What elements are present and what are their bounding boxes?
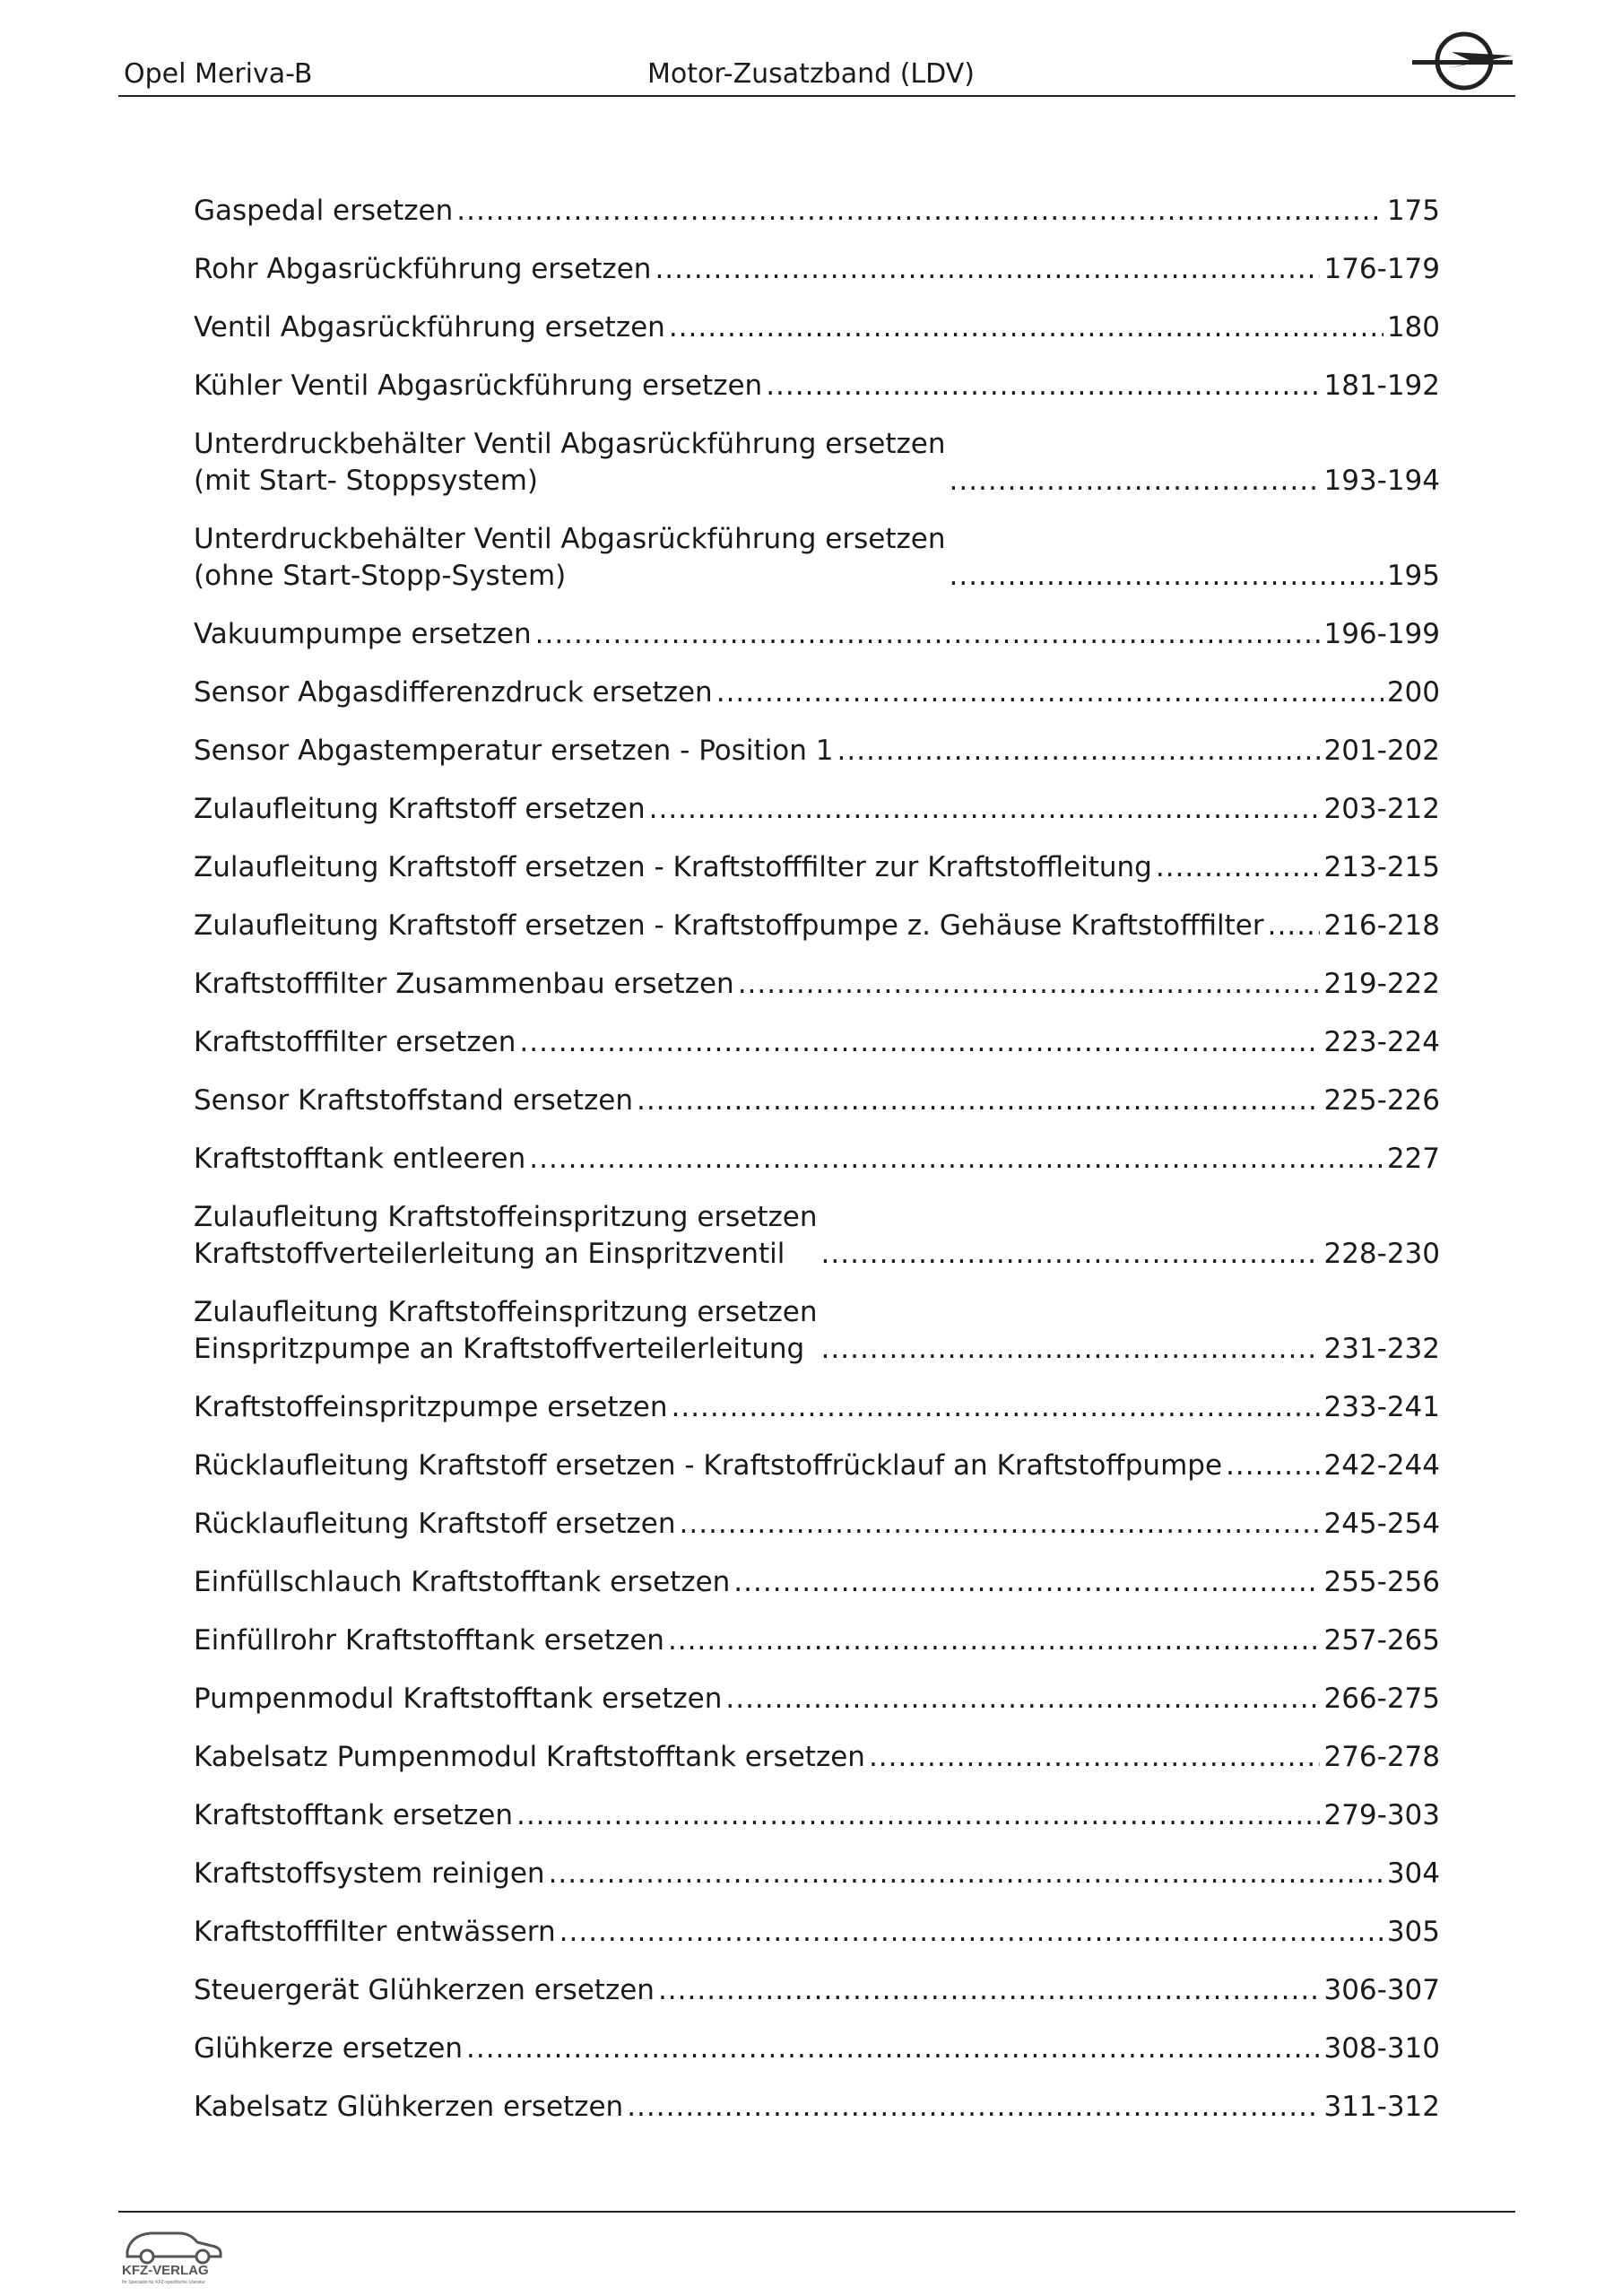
toc-entry[interactable] xyxy=(194,1564,1440,1601)
toc-entry-page: 231-232 xyxy=(1323,1333,1440,1365)
toc-leader-dots xyxy=(821,1236,1321,1273)
toc-entry-title xyxy=(194,2031,463,2067)
toc-entry-page: 225-226 xyxy=(1323,1084,1440,1117)
toc-entry-page: 308-310 xyxy=(1323,2032,1440,2065)
toc-leader-dots xyxy=(456,193,1383,230)
toc-leader-dots xyxy=(669,309,1383,346)
toc-entry[interactable] xyxy=(194,616,1440,653)
toc-entry-title-line2: (ohne Start-Stopp-System) xyxy=(194,560,567,592)
toc-entry[interactable] xyxy=(194,309,1440,346)
toc-entry-title xyxy=(194,1448,1222,1484)
toc-leader-dots xyxy=(668,1622,1321,1659)
toc-entry-page: 304 xyxy=(1386,1857,1440,1890)
toc-entry-title-line2: Einfüllrohr Kraftstofftank ersetzen xyxy=(194,1624,664,1657)
toc-entry-page: 200 xyxy=(1386,676,1440,709)
toc-entry[interactable] xyxy=(194,1797,1440,1834)
toc-leader-dots xyxy=(949,558,1383,595)
toc-entry-title-line1: Zulaufleitung Kraftstoffeinspritzung ersetzen xyxy=(194,1201,818,1233)
toc-leader-dots xyxy=(725,1681,1320,1718)
toc-entry-title xyxy=(194,1506,676,1543)
toc-entry-title-line2: Rücklaufleitung Kraftstoff ersetzen xyxy=(194,1508,676,1540)
toc-entry[interactable] xyxy=(194,193,1440,230)
toc-entry-page: 311-312 xyxy=(1323,2091,1440,2123)
toc-entry-page: 193-194 xyxy=(1323,465,1440,497)
svg-text:KFZ-VERLAG: KFZ-VERLAG xyxy=(122,2263,209,2278)
toc-entry-title-line2: Kraftstoffsystem reinigen xyxy=(194,1857,545,1890)
toc-entry-title-line2: Ventil Abgasrückführung ersetzen xyxy=(194,311,665,344)
toc-leader-dots xyxy=(1156,849,1321,886)
toc-entry-page: 257-265 xyxy=(1323,1624,1440,1657)
toc-leader-dots xyxy=(549,1856,1383,1892)
toc-entry-page: 223-224 xyxy=(1323,1026,1440,1058)
toc-entry-page: 181-192 xyxy=(1323,370,1440,402)
toc-entry-title-line1: Zulaufleitung Kraftstoffeinspritzung ersetzen xyxy=(194,1296,818,1328)
toc-entry[interactable] xyxy=(194,1681,1440,1718)
toc-entry-title xyxy=(194,193,453,230)
toc-entry-title xyxy=(194,1141,525,1178)
toc-leader-dots xyxy=(559,1914,1383,1951)
page-header xyxy=(118,56,1515,97)
toc-leader-dots xyxy=(655,251,1320,288)
toc-entry-title xyxy=(194,1856,545,1892)
toc-entry[interactable] xyxy=(194,368,1440,404)
toc-entry[interactable] xyxy=(194,791,1440,828)
toc-entry-title xyxy=(194,2089,623,2126)
toc-entry-title-line2: Steuergerät Glühkerzen ersetzen xyxy=(194,1974,655,2006)
toc-entry-title xyxy=(194,1294,818,1368)
toc-entry-title xyxy=(194,733,834,770)
toc-leader-dots xyxy=(821,1331,1321,1368)
toc-leader-dots xyxy=(680,1506,1321,1543)
toc-entry[interactable] xyxy=(194,251,1440,288)
toc-leader-dots xyxy=(519,1024,1320,1061)
toc-entry-title xyxy=(194,1024,516,1061)
toc-entry[interactable] xyxy=(194,1739,1440,1776)
toc-entry[interactable] xyxy=(194,849,1440,886)
toc-entry[interactable] xyxy=(194,521,1440,595)
toc-leader-dots xyxy=(837,733,1321,770)
toc-entry-title-line2: Kabelsatz Pumpenmodul Kraftstofftank ersetzen xyxy=(194,1741,865,1773)
toc-entry-title xyxy=(194,1199,818,1273)
toc-entry-page: 213-215 xyxy=(1323,851,1440,883)
toc-entry-title-line2: Gaspedal ersetzen xyxy=(194,195,454,227)
toc-leader-dots xyxy=(1268,908,1321,944)
toc-leader-dots xyxy=(671,1389,1320,1426)
toc-entry-title-line2: Kraftstoffeinspritzpumpe ersetzen xyxy=(194,1391,668,1423)
toc-leader-dots xyxy=(733,1564,1320,1601)
toc-entry[interactable] xyxy=(194,2031,1440,2067)
toc-entry-page: 176-179 xyxy=(1323,253,1440,285)
toc-entry-title xyxy=(194,1622,664,1659)
toc-entry-title-line1: Unterdruckbehälter Ventil Abgasrückführung ersetzen xyxy=(194,428,946,460)
toc-entry-title-line2: Einfüllschlauch Kraftstofftank ersetzen xyxy=(194,1566,731,1598)
toc-entry-title xyxy=(194,1083,633,1119)
toc-entry-title xyxy=(194,674,713,711)
opel-logo-icon xyxy=(1412,27,1515,94)
toc-entry-title-line2: Rohr Abgasrückführung ersetzen xyxy=(194,253,652,285)
toc-entry-title-line2: Kraftstofftank ersetzen xyxy=(194,1799,514,1831)
toc-entry-title-line2: Einspritzpumpe an Kraftstoffverteilerleitung xyxy=(194,1333,805,1365)
toc-entry[interactable] xyxy=(194,1856,1440,1892)
toc-entry-title-line2: Sensor Abgasdifferenzdruck ersetzen xyxy=(194,676,713,709)
toc-entry-title-line2: Pumpenmodul Kraftstofftank ersetzen xyxy=(194,1683,723,1715)
toc-entry-title-line2: Sensor Kraftstoffstand ersetzen xyxy=(194,1084,634,1117)
toc-leader-dots xyxy=(1226,1448,1320,1484)
toc-entry-title-line2: Zulaufleitung Kraftstoff ersetzen xyxy=(194,793,646,825)
table-of-contents xyxy=(194,193,1440,2147)
header-model: Opel Meriva-B xyxy=(124,58,313,90)
toc-entry-title-line2: Zulaufleitung Kraftstoff ersetzen - Kraftstoffpumpe z. Gehäuse Kraftstofffilter xyxy=(194,909,1264,942)
toc-entry-title-line2: Sensor Abgastemperatur ersetzen - Position 1 xyxy=(194,735,834,767)
toc-entry[interactable] xyxy=(194,674,1440,711)
toc-entry[interactable] xyxy=(194,1506,1440,1543)
toc-entry-title xyxy=(194,791,646,828)
toc-entry-page: 196-199 xyxy=(1323,618,1440,650)
footer-divider xyxy=(118,2211,1515,2213)
toc-entry-title-line2: Kabelsatz Glühkerzen ersetzen xyxy=(194,2091,624,2123)
toc-leader-dots xyxy=(766,368,1320,404)
toc-leader-dots xyxy=(949,463,1320,500)
toc-entry-title xyxy=(194,1564,730,1601)
toc-entry-title xyxy=(194,908,1264,944)
toc-entry-page: 201-202 xyxy=(1323,735,1440,767)
toc-entry[interactable] xyxy=(194,1024,1440,1061)
toc-entry[interactable] xyxy=(194,426,1440,500)
toc-entry-title-line1: Unterdruckbehälter Ventil Abgasrückführung ersetzen xyxy=(194,523,946,555)
toc-leader-dots xyxy=(658,1972,1321,2009)
toc-leader-dots xyxy=(627,2089,1320,2126)
toc-entry[interactable] xyxy=(194,733,1440,770)
toc-entry-page: 279-303 xyxy=(1323,1799,1440,1831)
toc-leader-dots xyxy=(529,1141,1383,1178)
toc-entry[interactable] xyxy=(194,2089,1440,2126)
toc-entry-title-line2: Glühkerze ersetzen xyxy=(194,2032,463,2065)
toc-leader-dots xyxy=(649,791,1321,828)
toc-entry-page: 180 xyxy=(1386,311,1440,344)
toc-entry-page: 227 xyxy=(1386,1143,1440,1175)
toc-entry-page: 228-230 xyxy=(1323,1238,1440,1270)
toc-leader-dots xyxy=(716,674,1383,711)
toc-entry-title xyxy=(194,1914,556,1951)
toc-entry[interactable] xyxy=(194,1083,1440,1119)
toc-entry-page: 242-244 xyxy=(1323,1449,1440,1482)
toc-entry[interactable] xyxy=(194,1389,1440,1426)
toc-entry[interactable] xyxy=(194,908,1440,944)
toc-entry[interactable] xyxy=(194,1622,1440,1659)
toc-entry-page: 195 xyxy=(1386,560,1440,592)
kfz-verlag-logo xyxy=(115,2215,240,2287)
toc-entry-title-line2: Kraftstofftank entleeren xyxy=(194,1143,526,1175)
toc-entry[interactable] xyxy=(194,1199,1440,1273)
toc-entry-title-line2: Vakuumpumpe ersetzen xyxy=(194,618,532,650)
toc-entry-page: 175 xyxy=(1386,195,1440,227)
toc-entry-title-line2: Kühler Ventil Abgasrückführung ersetzen xyxy=(194,370,763,402)
toc-entry-title-line2: Kraftstofffilter entwässern xyxy=(194,1916,556,1948)
toc-entry-page: 216-218 xyxy=(1323,909,1440,942)
toc-entry-page: 245-254 xyxy=(1323,1508,1440,1540)
toc-entry-page: 203-212 xyxy=(1323,793,1440,825)
toc-leader-dots xyxy=(516,1797,1320,1834)
svg-text:Ihr Spezialist für KFZ-spezifi: Ihr Spezialist für KFZ-spezifische Literatur xyxy=(122,2280,205,2285)
toc-entry-title xyxy=(194,1681,722,1718)
toc-entry-title xyxy=(194,521,945,595)
toc-leader-dots xyxy=(637,1083,1320,1119)
toc-entry-title xyxy=(194,1739,865,1776)
toc-entry-page: 266-275 xyxy=(1323,1683,1440,1715)
toc-entry-title xyxy=(194,251,651,288)
toc-entry-title-line2: (mit Start- Stoppsystem) xyxy=(194,465,539,497)
toc-entry-page: 233-241 xyxy=(1323,1391,1440,1423)
toc-entry-page: 306-307 xyxy=(1323,1974,1440,2006)
toc-leader-dots xyxy=(869,1739,1321,1776)
header-title: Motor-Zusatzband (LDV) xyxy=(647,58,975,90)
toc-entry-page: 255-256 xyxy=(1323,1566,1440,1598)
toc-entry-title-line2: Zulaufleitung Kraftstoff ersetzen - Kraftstofffilter zur Kraftstoffleitung xyxy=(194,851,1152,883)
toc-entry-title xyxy=(194,368,762,404)
toc-entry-title xyxy=(194,426,945,500)
toc-entry-page: 219-222 xyxy=(1323,968,1440,1000)
toc-entry-title xyxy=(194,309,665,346)
toc-entry[interactable] xyxy=(194,1448,1440,1484)
toc-entry[interactable] xyxy=(194,1972,1440,2009)
toc-entry-title xyxy=(194,616,532,653)
toc-leader-dots xyxy=(738,966,1321,1003)
toc-entry[interactable] xyxy=(194,966,1440,1003)
toc-entry[interactable] xyxy=(194,1141,1440,1178)
toc-entry-title xyxy=(194,849,1152,886)
toc-entry[interactable] xyxy=(194,1914,1440,1951)
toc-entry-title-line2: Kraftstoffverteilerleitung an Einspritzventil xyxy=(194,1238,785,1270)
toc-entry-page: 276-278 xyxy=(1323,1741,1440,1773)
toc-entry-title-line2: Kraftstofffilter ersetzen xyxy=(194,1026,516,1058)
toc-entry-title xyxy=(194,1797,513,1834)
toc-entry-title xyxy=(194,966,734,1003)
toc-entry-title xyxy=(194,1972,655,2009)
toc-entry-title xyxy=(194,1389,667,1426)
toc-leader-dots xyxy=(535,616,1321,653)
toc-leader-dots xyxy=(466,2031,1320,2067)
toc-entry-title-line2: Rücklaufleitung Kraftstoff ersetzen - Kraftstoffrücklauf an Kraftstoffpumpe xyxy=(194,1449,1223,1482)
toc-entry-title-line2: Kraftstofffilter Zusammenbau ersetzen xyxy=(194,968,734,1000)
toc-entry-page: 305 xyxy=(1386,1916,1440,1948)
toc-entry[interactable] xyxy=(194,1294,1440,1368)
